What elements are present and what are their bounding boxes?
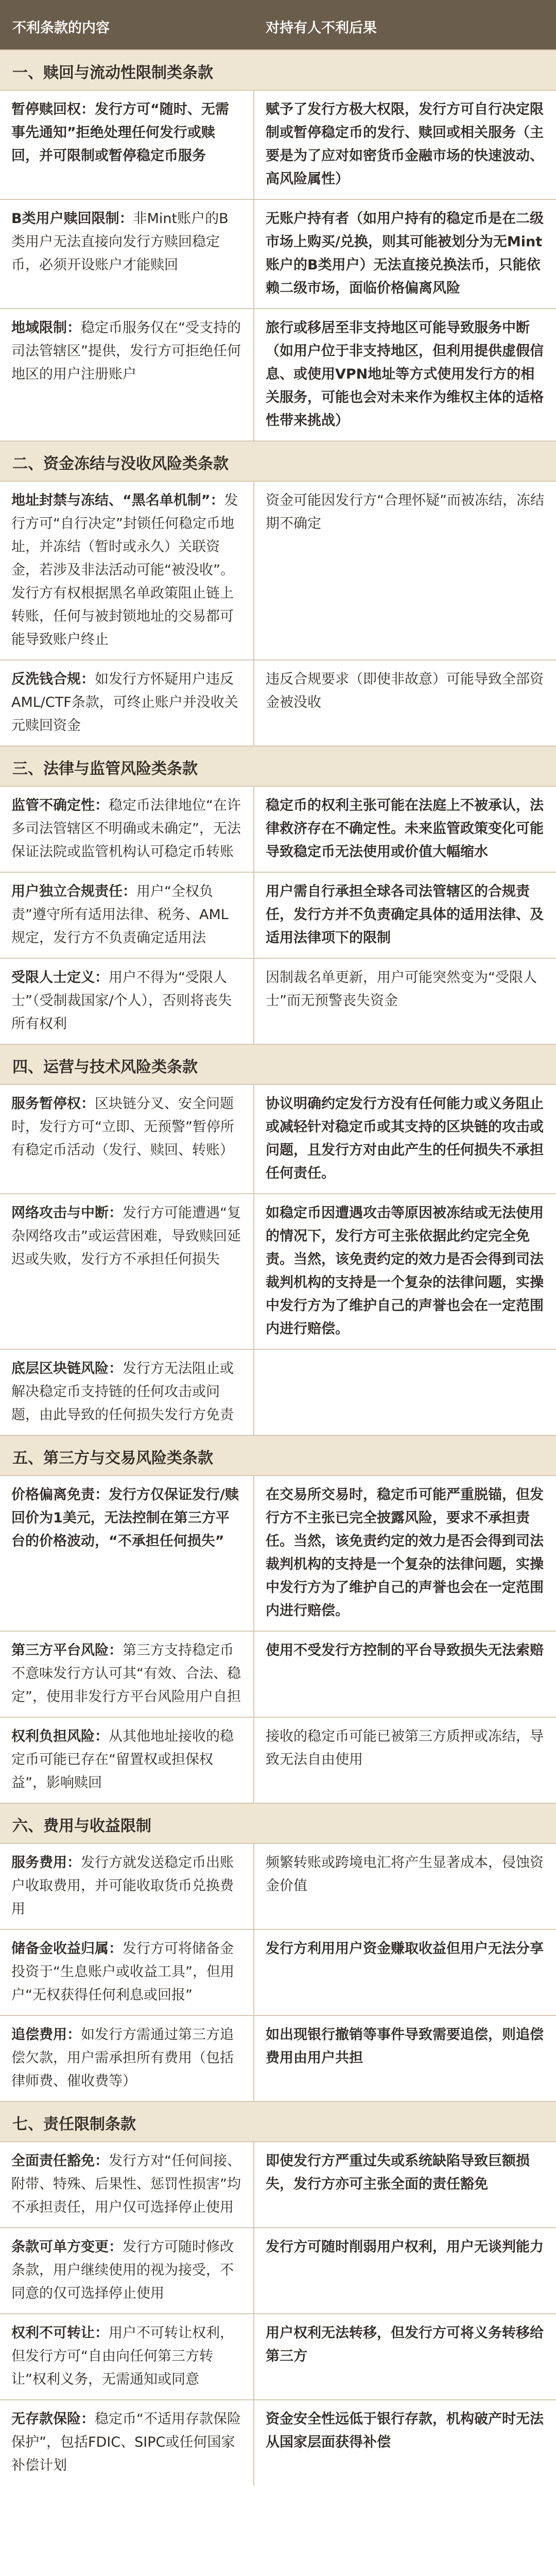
- table-row: [0, 1349, 556, 1435]
- table-row: [0, 958, 556, 1044]
- clause-title: 网络攻击与中断：: [11, 1205, 123, 1221]
- clause-title: 受限人士定义：: [11, 970, 109, 986]
- table-row: [0, 90, 556, 199]
- consequence-cell: [253, 787, 556, 872]
- clause-title: 储备金收益归属：: [11, 1941, 123, 1957]
- table-row: [0, 2313, 556, 2399]
- table-row: [0, 2227, 556, 2313]
- clause-cell: [0, 1718, 253, 1803]
- clause-body: 发行方对“任何间接、附带、特殊、后果性、惩罚性损害”均不承担责任，用户仅可选择停止使用: [11, 2153, 241, 2215]
- clause-title: 底层区块链风险：: [11, 1361, 123, 1377]
- section-title: 四、运营与技术风险类条款: [0, 1044, 556, 1084]
- clause-body: 发行方可“随时、无需事先通知”拒绝处理任何发行或赎回，并可限制或暂停稳定币服务: [11, 101, 229, 164]
- consequence-cell: [253, 1718, 556, 1803]
- consequence-cell: [253, 959, 556, 1044]
- clause-title: B类用户赎回限制：: [11, 211, 133, 227]
- consequence-cell: [253, 2400, 556, 2485]
- consequence-text: 用户权利无法转移，但发行方可将义务转移给第三方: [266, 2325, 544, 2364]
- table-row: [0, 2015, 556, 2101]
- consequence-text: 资金可能因发行方“合理怀疑”而被冻结，冻结期不确定: [266, 493, 544, 532]
- clause-body: 用户不可转让权利，但发行方可“自由向任何第三方转让”权利义务，无需通知或同意: [11, 2325, 234, 2387]
- clause-body: 发行方仅保证发行/赎回价为1美元，无法控制在第三方平台的价格波动，“不承担任何损失”: [11, 1487, 239, 1549]
- clause-body: 稳定币服务仅在“受支持的司法管辖区”提供，发行方可拒绝任何地区的用户注册账户: [11, 320, 241, 382]
- clause-cell: [0, 959, 253, 1044]
- consequence-cell: [253, 1194, 556, 1349]
- clause-cell: [0, 1085, 253, 1193]
- table-row: [0, 481, 556, 659]
- consequence-cell: [253, 873, 556, 958]
- clause-body: 区块链分叉、安全问题时，发行方可“立即、无预警”暂停所有稳定币活动（发行、赎回、转账）: [11, 1096, 234, 1158]
- table-header: [0, 0, 556, 49]
- clause-cell: [0, 91, 253, 199]
- consequence-cell: [253, 200, 556, 308]
- clause-body: 非Mint账户的B类用户无法直接向发行方赎回稳定币，必须开设账户才能赎回: [11, 211, 229, 273]
- clause-cell: [0, 2400, 253, 2485]
- clause-cell: [0, 2228, 253, 2313]
- table-body: [0, 49, 556, 2485]
- clause-body: 发行方可随时修改条款，用户继续使用的视为接受，不同意的仅可选择停止使用: [11, 2239, 234, 2301]
- clause-cell: [0, 1350, 253, 1435]
- table-row: [0, 1929, 556, 2015]
- clause-body: 发行方就发送稳定币出账户收取费用，并可能收取货币兑换费用: [11, 1855, 234, 1917]
- table-row: [0, 659, 556, 745]
- clause-cell: [0, 660, 253, 745]
- clause-body: 稳定币法律地位“在许多司法管辖区不明确或未确定”，无法保证法院或监管机构认可稳定币转账: [11, 798, 241, 860]
- table-row: [0, 1084, 556, 1193]
- clause-body: 稳定币“不适用存款保险保护”，包括FDIC、SIPC或任何国家补偿计划: [11, 2411, 241, 2473]
- clause-cell: [0, 200, 253, 308]
- clause-title: 服务费用：: [11, 1855, 81, 1871]
- consequence-cell: [253, 2142, 556, 2227]
- clause-cell: [0, 787, 253, 872]
- consequence-cell: [253, 2228, 556, 2313]
- consequence-text: 如稳定币因遭遇攻击等原因被冻结或无法使用的情况下，发行方可主张依据此约定完全免责。当然，该免责约定的效力是否会得到司法裁判机构的支持是一个复杂的法律问题，实操中发行方为了维护自己的声誉也会在一定范围内进行赔偿。: [266, 1205, 544, 1337]
- consequence-text: 稳定币的权利主张可能在法庭上不被承认，法律救济存在不确定性。未来监管政策变化可能导致稳定币无法使用或价值大幅缩水: [266, 798, 544, 860]
- table-row: [0, 872, 556, 958]
- header-col-right: 对持有人不利后果: [266, 20, 377, 36]
- table-row: [0, 1631, 556, 1717]
- consequence-cell: [253, 309, 556, 440]
- clause-body: 从其他地址接收的稳定币可能已存在“留置权或担保权益”，影响赎回: [11, 1728, 234, 1791]
- clause-title: 全面责任豁免：: [11, 2153, 109, 2169]
- consequence-text: 在交易所交易时，稳定币可能严重脱锚，但发行方不主张已完全披露风险，要求不承担责任。当然，该免责约定的效力是否会得到司法裁判机构的支持是一个复杂的法律问题，实操中发行方为了维护自己的声誉也会在一定范围内进行赔偿。: [266, 1487, 544, 1619]
- consequence-text: 接收的稳定币可能已被第三方质押或冻结，导致无法自由使用: [266, 1728, 544, 1768]
- clause-body: 发行方可“自行决定”封锁任何稳定币地址，并冻结（暂时或永久）关联资金，若涉及非法活动可能“被没收”。发行方有权根据黑名单政策阻止链上转账，任何与被封锁地址的交易都可能导致账户终止: [11, 493, 238, 648]
- section-title: 六、费用与收益限制: [0, 1803, 556, 1843]
- clause-title: 监管不确定性：: [11, 798, 109, 814]
- section-title: 二、资金冻结与没收风险类条款: [0, 440, 556, 481]
- consequence-text: 旅行或移居至非支持地区可能导致服务中断（如用户位于非支持地区，但利用提供虚假信息、或使用VPN地址等方式使用发行方的相关服务，可能也会对未来作为维权主体的适格性带来挑战）: [266, 320, 544, 429]
- table-row: [0, 1717, 556, 1803]
- clause-cell: [0, 1194, 253, 1349]
- consequence-cell: [253, 1350, 556, 1435]
- clause-cell: [0, 1844, 253, 1929]
- section-title: 七、责任限制条款: [0, 2101, 556, 2141]
- clause-title: 服务暂停权：: [11, 1096, 95, 1112]
- clause-title: 第三方平台风险：: [11, 1642, 123, 1658]
- table-row: [0, 2141, 556, 2227]
- table-row: [0, 199, 556, 308]
- clause-body: 用户“全权负责”遵守所有适用法律、税务、AML规定，发行方不负责确定适用法: [11, 884, 229, 946]
- clause-body: 用户不得为“受限人士”（受制裁国家/个人），否则将丧失所有权利: [11, 970, 232, 1032]
- consequence-text: 无账户持有者（如用户持有的稳定币是在二级市场上购买/兑换，则其可能被划分为无Mint账户的B类用户）无法直接兑换法币，只能依赖二级市场，面临价格偏离风险: [266, 211, 544, 296]
- clause-body: 发行方无法阻止或解决稳定币支持链的任何攻击或问题，由此导致的任何损失发行方免责: [11, 1361, 234, 1423]
- consequence-cell: [253, 2314, 556, 2399]
- section-title: 三、法律与监管风险类条款: [0, 745, 556, 786]
- table-row: [0, 308, 556, 440]
- consequence-text: 协议明确约定发行方没有任何能力或义务阻止或减轻针对稳定币或其支持的区块链的攻击或问题，且发行方对由此产生的任何损失不承担任何责任。: [266, 1096, 544, 1181]
- clause-cell: [0, 2142, 253, 2227]
- consequence-cell: [253, 482, 556, 659]
- consequence-cell: [253, 2016, 556, 2101]
- clause-title: 地址封禁与冻结、“黑名单机制”：: [11, 493, 224, 509]
- consequence-text: 发行方利用用户资金赚取收益但用户无法分享: [266, 1941, 544, 1957]
- clause-cell: [0, 1632, 253, 1717]
- clause-body: 第三方支持稳定币不意味发行方认可其“有效、合法、稳定”，使用非发行方平台风险用户自担: [11, 1642, 241, 1705]
- table-row: [0, 1193, 556, 1349]
- clause-title: 权利不可转让：: [11, 2325, 109, 2341]
- table-row: [0, 1475, 556, 1631]
- clause-body: 如发行方需通过第三方追偿欠款，用户需承担所有费用（包括律师费、催收费等）: [11, 2027, 234, 2089]
- consequence-text: 资金安全性远低于银行存款，机构破产时无法从国家层面获得补偿: [266, 2411, 544, 2450]
- consequence-cell: [253, 1844, 556, 1929]
- section-title: 一、赎回与流动性限制类条款: [0, 49, 556, 90]
- clause-body: 如发行方怀疑用户违反AML/CTF条款，可终止账户并没收关元赎回资金: [11, 671, 238, 734]
- clause-cell: [0, 1930, 253, 2015]
- clause-cell: [0, 873, 253, 958]
- clause-cell: [0, 309, 253, 440]
- clause-body: 发行方可能遭遇“复杂网络攻击”或运营困难，导致赎回延迟或失败，发行方不承担任何损失: [11, 1205, 241, 1267]
- consequence-text: 赋予了发行方极大权限，发行方可自行决定限制或暂停稳定币的发行、赎回或相关服务（主要是为了应对如密货币金融市场的快速波动、高风险属性）: [266, 101, 544, 187]
- table-row: [0, 786, 556, 872]
- consequence-cell: [253, 91, 556, 199]
- clause-title: 无存款保险：: [11, 2411, 95, 2427]
- header-col-left: 不利条款的内容: [12, 20, 110, 36]
- clause-title: 价格偏离免责：: [11, 1487, 109, 1503]
- clause-body: 发行方可将储备金投资于“生息账户或收益工具”，但用户“无权获得任何利息或回报”: [11, 1941, 234, 2003]
- clause-cell: [0, 2314, 253, 2399]
- consequence-cell: [253, 1476, 556, 1631]
- table-row: [0, 1843, 556, 1929]
- clause-title: 权利负担风险：: [11, 1728, 109, 1744]
- table-row: [0, 2399, 556, 2485]
- consequence-cell: [253, 1085, 556, 1193]
- consequence-cell: [253, 1930, 556, 2015]
- clause-cell: [0, 482, 253, 659]
- clause-cell: [0, 2016, 253, 2101]
- clause-cell: [0, 1476, 253, 1631]
- section-title: 五、第三方与交易风险类条款: [0, 1435, 556, 1475]
- clause-title: 暂停赎回权：: [11, 101, 95, 117]
- consequence-text: 使用不受发行方控制的平台导致损失无法索赔: [266, 1642, 544, 1658]
- consequence-text: 违反合规要求（即使非故意）可能导致全部资金被没收: [266, 671, 544, 710]
- clause-title: 用户独立合规责任：: [11, 884, 136, 900]
- clause-title: 追偿费用：: [11, 2027, 81, 2043]
- clause-title: 反洗钱合规：: [11, 671, 95, 687]
- clause-title: 条款可单方变更：: [11, 2239, 123, 2255]
- consequence-text: 如出现银行撤销等事件导致需要追偿，则追偿费用由用户共担: [266, 2027, 544, 2066]
- consequence-text: 因制裁名单更新，用户可能突然变为“受限人士”而无预警丧失资金: [266, 970, 537, 1009]
- consequence-text: 频繁转账或跨境电汇将产生显著成本，侵蚀资金价值: [266, 1855, 544, 1894]
- consequence-text: 用户需自行承担全球各司法管辖区的合规责任，发行方并不负责确定具体的适用法律、及适用法律项下的限制: [266, 884, 544, 946]
- consequence-cell: [253, 660, 556, 745]
- consequence-cell: [253, 1632, 556, 1717]
- consequence-text: 即使发行方严重过失或系统缺陷导致巨额损失，发行方亦可主张全面的责任豁免: [266, 2153, 530, 2192]
- consequence-text: 发行方可随时削弱用户权利，用户无谈判能力: [266, 2239, 544, 2255]
- clause-title: 地域限制：: [11, 320, 81, 336]
